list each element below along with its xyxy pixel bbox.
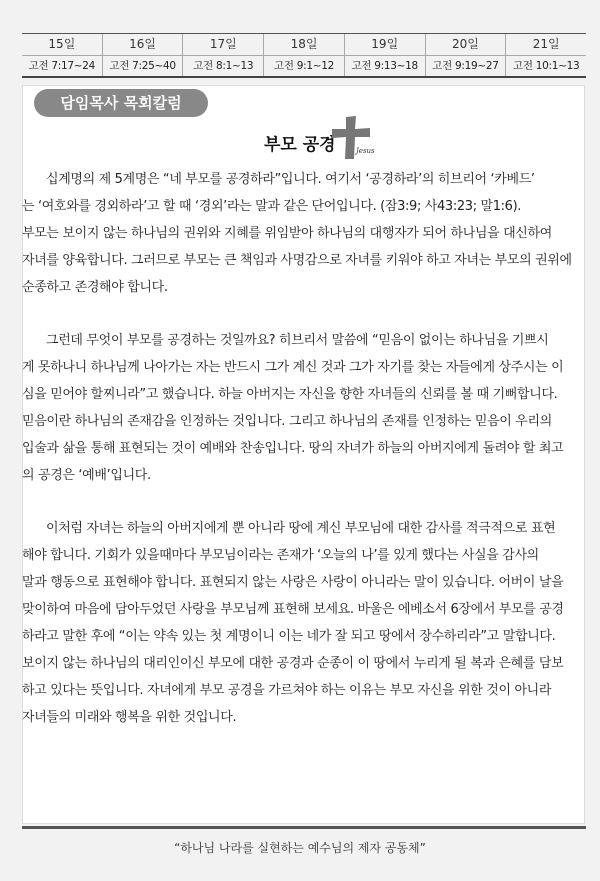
reading-schedule <box>22 33 586 78</box>
text-line: 부모는 보이지 않는 하나님의 권위와 지혜를 위임받아 하나님의 대행자가 되어 하나님을 대신하여 <box>22 226 552 241</box>
schedule-date: 15일 <box>48 37 76 51</box>
schedule-day <box>102 34 183 76</box>
text-line: 그런데 무엇이 부모를 공경하는 것일까요? 히브리서 말씀에 “믿음이 없이는 하나님을 기쁘시 <box>46 333 549 348</box>
schedule-day <box>22 34 102 76</box>
text-line: 게 못하나니 하나님께 나아가는 자는 반드시 그가 계신 것과 그가 자기를 찾는 자들에게 상주시는 이 <box>22 360 564 375</box>
text-line: 자녀들의 미래와 행복을 위한 것입니다. <box>22 710 237 725</box>
schedule-reading: 고전 10:1~13 <box>506 55 586 76</box>
text-line: 의 공경은 ‘예배’입니다. <box>22 468 151 483</box>
article-body <box>22 166 585 731</box>
schedule-reading: 고전 9:19~27 <box>426 55 506 76</box>
schedule-date: 21일 <box>532 37 560 51</box>
text-line: 믿음이란 하나님의 존재감을 인정하는 것입니다. 그리고 하나님의 존재를 인정하는 믿음이 우리의 <box>22 414 552 429</box>
church-motto: “하나님 나라를 실현하는 예수님의 제자 공동체” <box>174 841 426 855</box>
schedule-reading: 고전 8:1~13 <box>183 55 263 76</box>
paragraph <box>22 166 585 301</box>
schedule-date: 20일 <box>452 37 479 51</box>
schedule-day <box>344 34 425 76</box>
text-line: 하고 있다는 뜻입니다. 자녀에게 부모 공경을 가르쳐야 하는 이유는 부모 자신을 위한 것이 아니라 <box>22 683 552 698</box>
schedule-date: 17일 <box>209 37 237 51</box>
article-title: 부모 공경 <box>264 135 336 155</box>
schedule-date: 19일 <box>371 37 399 51</box>
text-line: 자녀를 양육합니다. 그러므로 부모는 큰 책임과 사명감으로 자녀를 키워야 하고 자녀는 부모의 권위에 <box>22 253 572 268</box>
logo-text: Jesus <box>356 147 375 155</box>
text-line: 이처럼 자녀는 하늘의 아버지에게 뿐 아니라 땅에 계신 부모님에 대한 감사를 적극적으로 표현 <box>46 521 556 536</box>
schedule-day <box>182 34 263 76</box>
footer-rule <box>22 826 586 829</box>
text-line: 순종하고 존경해야 합니다. <box>22 280 168 295</box>
schedule-day <box>425 34 506 76</box>
text-line: 는 ‘여호와를 경외하라’고 할 때 ‘경외’라는 말과 같은 단어입니다. (잠3:9; 사43:23; 말1:6). <box>22 199 522 214</box>
schedule-day <box>505 34 586 76</box>
schedule-date: 16일 <box>129 37 157 51</box>
text-line: 십계명의 제 5계명은 “네 부모를 공경하라”입니다. 여기서 ‘공경하라’의 히브리어 ‘카베드’ <box>46 172 535 187</box>
text-line: 심을 믿어야 할찌니라”고 했습니다. 하늘 아버지는 자신을 향한 자녀들의 신뢰를 볼 때 기뻐합니다. <box>22 387 558 402</box>
paragraph <box>22 327 585 489</box>
schedule-date: 18일 <box>290 37 318 51</box>
text-line: 보이지 않는 하나님의 대리인이신 부모에 대한 공경과 순종이 이 땅에서 누리게 될 복과 은혜를 담보 <box>22 656 564 671</box>
text-line: 말과 행동으로 표현해야 합니다. 표현되지 않는 사랑은 사랑이 아니라는 말이 있습니다. 어버이 날을 <box>22 575 564 590</box>
schedule-reading: 고전 9:13~18 <box>345 55 425 76</box>
text-line: 입술과 삶을 통해 표현되는 것이 예배와 찬송입니다. 땅의 자녀가 하늘의 아버지에게 돌려야 할 최고 <box>22 441 564 456</box>
column-badge: 담임목사 목회칼럼 <box>34 89 208 117</box>
text-line: 맞이하여 마음에 담아두었던 사랑을 부모님께 표현해 보세요. 바울은 에베소서 6장에서 부모를 공경 <box>22 602 564 617</box>
schedule-reading: 고전 7:25~40 <box>103 55 183 76</box>
paragraph <box>22 515 585 731</box>
schedule-day <box>263 34 344 76</box>
schedule-reading: 고전 7:17~24 <box>22 55 102 76</box>
text-line: 하라고 말한 후에 “이는 약속 있는 첫 계명이니 이는 네가 잘 되고 땅에서 장수하리라”고 말합니다. <box>22 629 556 644</box>
text-line: 해야 합니다. 기회가 있을때마다 부모님이라는 존재가 ‘오늘의 나’를 있게 했다는 사실을 감사의 <box>22 548 539 563</box>
schedule-reading: 고전 9:1~12 <box>264 55 344 76</box>
